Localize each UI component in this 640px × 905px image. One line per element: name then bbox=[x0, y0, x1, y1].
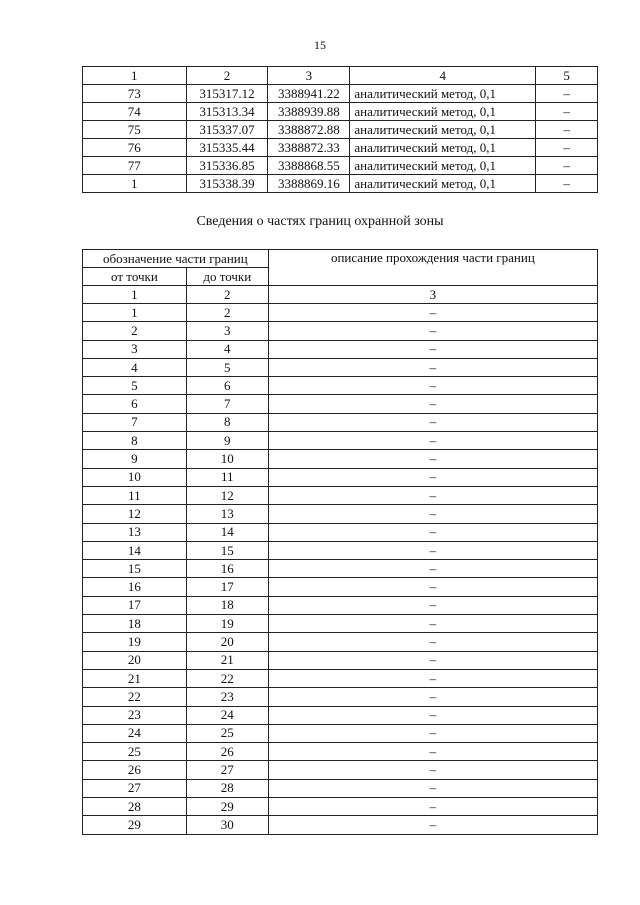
table-cell: 14 bbox=[186, 523, 268, 541]
table-cell: – bbox=[268, 340, 597, 358]
table-row bbox=[83, 139, 598, 157]
table-cell: 14 bbox=[83, 541, 187, 559]
table-cell: – bbox=[268, 743, 597, 761]
table-cell: 9 bbox=[186, 432, 268, 450]
table-cell: 21 bbox=[83, 669, 187, 687]
table-cell: – bbox=[268, 669, 597, 687]
table-cell: 74 bbox=[83, 103, 187, 121]
table-cell: 77 bbox=[83, 157, 187, 175]
table-row bbox=[83, 541, 598, 559]
table-cell: – bbox=[268, 779, 597, 797]
table-cell: 75 bbox=[83, 121, 187, 139]
column-number-cell: 2 bbox=[186, 286, 268, 304]
table-cell: – bbox=[268, 413, 597, 431]
page-number: 15 bbox=[314, 38, 326, 52]
table-cell: – bbox=[536, 139, 598, 157]
table-cell: 29 bbox=[186, 798, 268, 816]
table-row bbox=[83, 743, 598, 761]
table-cell: – bbox=[268, 706, 597, 724]
table-cell: 24 bbox=[83, 724, 187, 742]
table-cell: 12 bbox=[186, 486, 268, 504]
table-cell: 3388872.88 bbox=[268, 121, 350, 139]
table-cell: 30 bbox=[186, 816, 268, 834]
table-row bbox=[83, 322, 598, 340]
table-cell: 13 bbox=[83, 523, 187, 541]
table-cell: 22 bbox=[83, 688, 187, 706]
table-cell: – bbox=[268, 304, 597, 322]
table-cell: 18 bbox=[186, 596, 268, 614]
header-to-cell: до точки bbox=[186, 268, 268, 286]
table-cell: – bbox=[268, 761, 597, 779]
table-cell: – bbox=[268, 505, 597, 523]
table-cell: – bbox=[268, 468, 597, 486]
table-cell: 26 bbox=[83, 761, 187, 779]
table-row bbox=[83, 175, 598, 193]
table-cell: 315338.39 bbox=[186, 175, 268, 193]
table-row bbox=[83, 486, 598, 504]
table-cell: аналитический метод, 0,1 bbox=[350, 121, 536, 139]
table-cell: 2 bbox=[83, 322, 187, 340]
table-cell: – bbox=[536, 103, 598, 121]
column-number-cell: 2 bbox=[186, 67, 268, 85]
table-cell: 4 bbox=[186, 340, 268, 358]
table-cell: 3 bbox=[83, 340, 187, 358]
column-number-cell: 1 bbox=[83, 67, 187, 85]
table-cell: – bbox=[268, 377, 597, 395]
table-cell: 9 bbox=[83, 450, 187, 468]
header-row bbox=[83, 250, 598, 268]
table-cell: 3388869.16 bbox=[268, 175, 350, 193]
table-row bbox=[83, 798, 598, 816]
table-cell: – bbox=[268, 615, 597, 633]
table-cell: 16 bbox=[83, 578, 187, 596]
table-cell: – bbox=[536, 175, 598, 193]
table-cell: – bbox=[268, 541, 597, 559]
table-cell: 3388868.55 bbox=[268, 157, 350, 175]
table-cell: 315336.85 bbox=[186, 157, 268, 175]
table-cell: аналитический метод, 0,1 bbox=[350, 103, 536, 121]
table-row bbox=[83, 304, 598, 322]
table-cell: 12 bbox=[83, 505, 187, 523]
table-cell: аналитический метод, 0,1 bbox=[350, 85, 536, 103]
table-cell: 5 bbox=[186, 358, 268, 376]
table-row bbox=[83, 779, 598, 797]
table-row bbox=[83, 724, 598, 742]
table-cell: – bbox=[268, 560, 597, 578]
table-cell: 3388872.33 bbox=[268, 139, 350, 157]
table-cell: – bbox=[268, 798, 597, 816]
table-cell: 11 bbox=[186, 468, 268, 486]
table-cell: – bbox=[268, 596, 597, 614]
table-row bbox=[83, 413, 598, 431]
table-cell: – bbox=[268, 450, 597, 468]
table-cell: 1 bbox=[83, 304, 187, 322]
table-cell: 10 bbox=[186, 450, 268, 468]
table-row bbox=[83, 450, 598, 468]
table-row bbox=[83, 121, 598, 139]
table-cell: 23 bbox=[83, 706, 187, 724]
table-cell: 315313.34 bbox=[186, 103, 268, 121]
column-number-cell: 3 bbox=[268, 67, 350, 85]
table-cell: 27 bbox=[186, 761, 268, 779]
table-cell: 3388939.88 bbox=[268, 103, 350, 121]
table-row bbox=[83, 395, 598, 413]
table-cell: – bbox=[268, 358, 597, 376]
table-cell: 4 bbox=[83, 358, 187, 376]
section-title: Сведения о частях границ охранной зоны bbox=[196, 214, 444, 229]
table-cell: 73 bbox=[83, 85, 187, 103]
table-cell: 13 bbox=[186, 505, 268, 523]
coordinates-table bbox=[82, 66, 598, 193]
table-cell: 315335.44 bbox=[186, 139, 268, 157]
table-cell: 8 bbox=[186, 413, 268, 431]
table-cell: 1 bbox=[83, 175, 187, 193]
column-number-row bbox=[83, 286, 598, 304]
table-cell: 19 bbox=[186, 615, 268, 633]
table-cell: 15 bbox=[83, 560, 187, 578]
table-cell: – bbox=[268, 724, 597, 742]
table-cell: 8 bbox=[83, 432, 187, 450]
table-cell: 20 bbox=[83, 651, 187, 669]
table-cell: 7 bbox=[186, 395, 268, 413]
table-row bbox=[83, 560, 598, 578]
table-cell: аналитический метод, 0,1 bbox=[350, 139, 536, 157]
table-row bbox=[83, 523, 598, 541]
table-row bbox=[83, 358, 598, 376]
table-cell: 7 bbox=[83, 413, 187, 431]
table-cell: – bbox=[268, 578, 597, 596]
table-row bbox=[83, 596, 598, 614]
table-row bbox=[83, 651, 598, 669]
table-cell: 315317.12 bbox=[186, 85, 268, 103]
table-cell: 11 bbox=[83, 486, 187, 504]
table-row bbox=[83, 816, 598, 834]
table-cell: – bbox=[268, 651, 597, 669]
header-from-cell: от точки bbox=[83, 268, 187, 286]
table-cell: – bbox=[268, 486, 597, 504]
table-cell: 21 bbox=[186, 651, 268, 669]
table-cell: 25 bbox=[186, 724, 268, 742]
table-cell: 15 bbox=[186, 541, 268, 559]
table-cell: 28 bbox=[83, 798, 187, 816]
table-cell: 27 bbox=[83, 779, 187, 797]
table-cell: 22 bbox=[186, 669, 268, 687]
table-cell: – bbox=[536, 85, 598, 103]
table-cell: – bbox=[268, 633, 597, 651]
table-cell: 24 bbox=[186, 706, 268, 724]
table-row bbox=[83, 669, 598, 687]
table-cell: 17 bbox=[83, 596, 187, 614]
table-cell: 23 bbox=[186, 688, 268, 706]
table-cell: 76 bbox=[83, 139, 187, 157]
table-cell: – bbox=[268, 322, 597, 340]
table-row bbox=[83, 468, 598, 486]
column-number-cell: 1 bbox=[83, 286, 187, 304]
table-cell: 3 bbox=[186, 322, 268, 340]
table-row bbox=[83, 688, 598, 706]
table-cell: – bbox=[268, 816, 597, 834]
table-cell: 19 bbox=[83, 633, 187, 651]
table-cell: 28 bbox=[186, 779, 268, 797]
table-row bbox=[83, 432, 598, 450]
table-cell: 16 bbox=[186, 560, 268, 578]
boundary-parts-table bbox=[82, 249, 598, 835]
table-row bbox=[83, 761, 598, 779]
header-row bbox=[83, 67, 598, 85]
table-row bbox=[83, 157, 598, 175]
table-row bbox=[83, 340, 598, 358]
table-cell: 18 bbox=[83, 615, 187, 633]
table-cell: 3388941.22 bbox=[268, 85, 350, 103]
table-row bbox=[83, 633, 598, 651]
table-row bbox=[83, 85, 598, 103]
table-cell: 26 bbox=[186, 743, 268, 761]
table-cell: 6 bbox=[186, 377, 268, 395]
table-cell: 29 bbox=[83, 816, 187, 834]
table-cell: – bbox=[268, 688, 597, 706]
table-row bbox=[83, 615, 598, 633]
table-cell: – bbox=[268, 432, 597, 450]
column-number-cell: 4 bbox=[350, 67, 536, 85]
table-cell: – bbox=[536, 157, 598, 175]
table-cell: – bbox=[268, 395, 597, 413]
table-cell: 315337.07 bbox=[186, 121, 268, 139]
header-description-cell: описание прохождения части границ bbox=[268, 250, 597, 286]
table-cell: 17 bbox=[186, 578, 268, 596]
table-row bbox=[83, 706, 598, 724]
table-cell: аналитический метод, 0,1 bbox=[350, 157, 536, 175]
table-cell: 6 bbox=[83, 395, 187, 413]
table-cell: 5 bbox=[83, 377, 187, 395]
header-group-cell: обозначение части границ bbox=[83, 250, 269, 268]
table-cell: – bbox=[268, 523, 597, 541]
column-number-cell: 3 bbox=[268, 286, 597, 304]
table-cell: 20 bbox=[186, 633, 268, 651]
table-row bbox=[83, 505, 598, 523]
table-row bbox=[83, 578, 598, 596]
table-cell: – bbox=[536, 121, 598, 139]
table-cell: 10 bbox=[83, 468, 187, 486]
table-cell: 25 bbox=[83, 743, 187, 761]
column-number-cell: 5 bbox=[536, 67, 598, 85]
table-cell: 2 bbox=[186, 304, 268, 322]
table-row bbox=[83, 377, 598, 395]
table-cell: аналитический метод, 0,1 bbox=[350, 175, 536, 193]
table-row bbox=[83, 103, 598, 121]
